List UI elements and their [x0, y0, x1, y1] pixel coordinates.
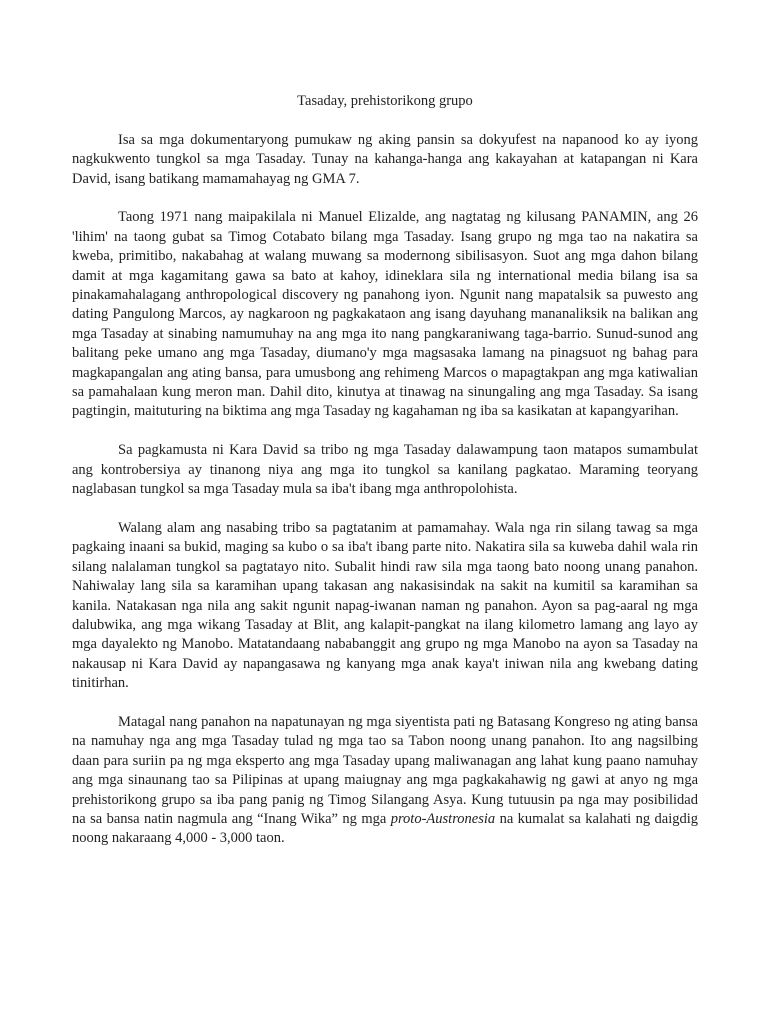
paragraph-3: Sa pagkamusta ni Kara David sa tribo ng mga Tasaday dalawampung taon matapos sumambulat ang kontrobersiya ay tinanong niya ang mga ito tungkol sa kanilang pagkatao. Maraming teoryang naglabasan tungkol sa mga Tasaday mula sa iba't ibang mga anthropolohista.: [72, 442, 698, 498]
paragraph-1: Isa sa mga dokumentaryong pumukaw ng aking pansin sa dokyufest na napanood ko ay iyong nagkukwento tungkol sa mga Tasaday. Tunay na kahanga-hanga ang kakayahan at katapangan ni Kara David, isang batikang mamamahayag ng GMA 7.: [72, 131, 698, 187]
paragraph-4: Walang alam ang nasabing tribo sa pagtatanim at pamamahay. Wala nga rin silang tawag sa mga pagkaing inaani sa bukid, maging sa kubo o sa iba't ibang parte nito. Nakatira sila sa kuweba dahil wala rin silang nalalaman tungkol sa pagtatayo nito. Subalit hindi raw sila mga taong bato noong unang panahon. Nahiwalay lang sila sa karamihan upang takasan ang nakasisindak na sakit na kumitil sa karamihan sa kanila. Natakasan nga nila ang sakit ngunit napag-iwanan naman ng panahon. Ayon sa pag-aaral ng mga dalubwika, ang mga wikang Tasaday at Blit, ang kalapit-pangkat na ilang kilometro lamang ang layo ay mga dayalekto ng Manobo. Matatandaang nababanggit ang grupo ng mga Manobo na ayon sa Tasaday na nakausap ni Kara David ay napangasawa ng kanyang mga anak kaya't iniwan nila ang kwebang dating tinitirhan.: [72, 519, 698, 692]
paragraph-2: Taong 1971 nang maipakilala ni Manuel Elizalde, ang nagtatag ng kilusang PANAMIN, ang 26 'lihim' na taong gubat sa Timog Cotabato bilang mga Tasaday. Isang grupo ng mga tao na nakatira sa kweba, primitibo, nakabahag at walang muwang sa modernong sibilisasyon. Suot ang mga dahon bilang damit at mga kagamitang gawa sa bato at kahoy, idineklara sila ng international media bilang isa sa pinakamahalagang anthropological discovery ng panahong iyon. Ngunit nang mapatalsik sa puwesto ang dating Pangulong Marcos, ay nagkaroon ng pagkakataon ang isang dayuhang mananaliksik na balikan ang mga Tasaday at sinabing namumuhay na ang mga ito nang pangkaraniwang taga-barrio. Sunud-sunod ang balitang peke umano ang mga Tasaday, diumano'y mga magsasaka lamang na pinagsuot ng bahag para magkapangalan ang ating bansa, para umusbong ang rehimeng Marcos o mapagtakpan ang mga katiwalian sa pamahalaan kung meron man. Dahil dito, kinutya at tinawag na sinungaling ang mga Tasaday. Sa isang pagtingin, maituturing na biktima ang mga Tasaday ng kagahaman ng iba sa kasikatan at kapangyarihan.: [72, 209, 698, 420]
paragraph-5: [72, 713, 698, 849]
paragraph-5-text-after: na kumalat sa kalahati ng daigdig noong nakaraang 4,000 - 3,000 taon.: [72, 810, 699, 847]
paragraph-5-emphasis: proto-Austronesia: [390, 810, 496, 827]
paragraph-5-text-before: Matagal nang panahon na napatunayan ng mga siyentista pati ng Batasang Kongreso ng ating bansa na namuhay nga ang mga Tasaday tulad ng mga tao sa Tabon noong unang panahon. Ito ang nagsilbing daan para suriin pa ng mga eksperto ang mga Tasaday upang maliwanagan ang lahat kung paano namuhay ang mga sinaunang tao sa Pilipinas at upang maiugnay ang mga pagkakahawig ng gawi at anyo ng mga prehistorikong grupo sa iba pang panig ng Timog Silangang Asya. Kung tutuusin pa nga may posibilidad na sa bansa natin nagmula ang “Inang Wika” ng mga: [72, 713, 698, 827]
document-page: [72, 92, 698, 868]
document-title: Tasaday, prehistorikong grupo: [297, 93, 473, 109]
